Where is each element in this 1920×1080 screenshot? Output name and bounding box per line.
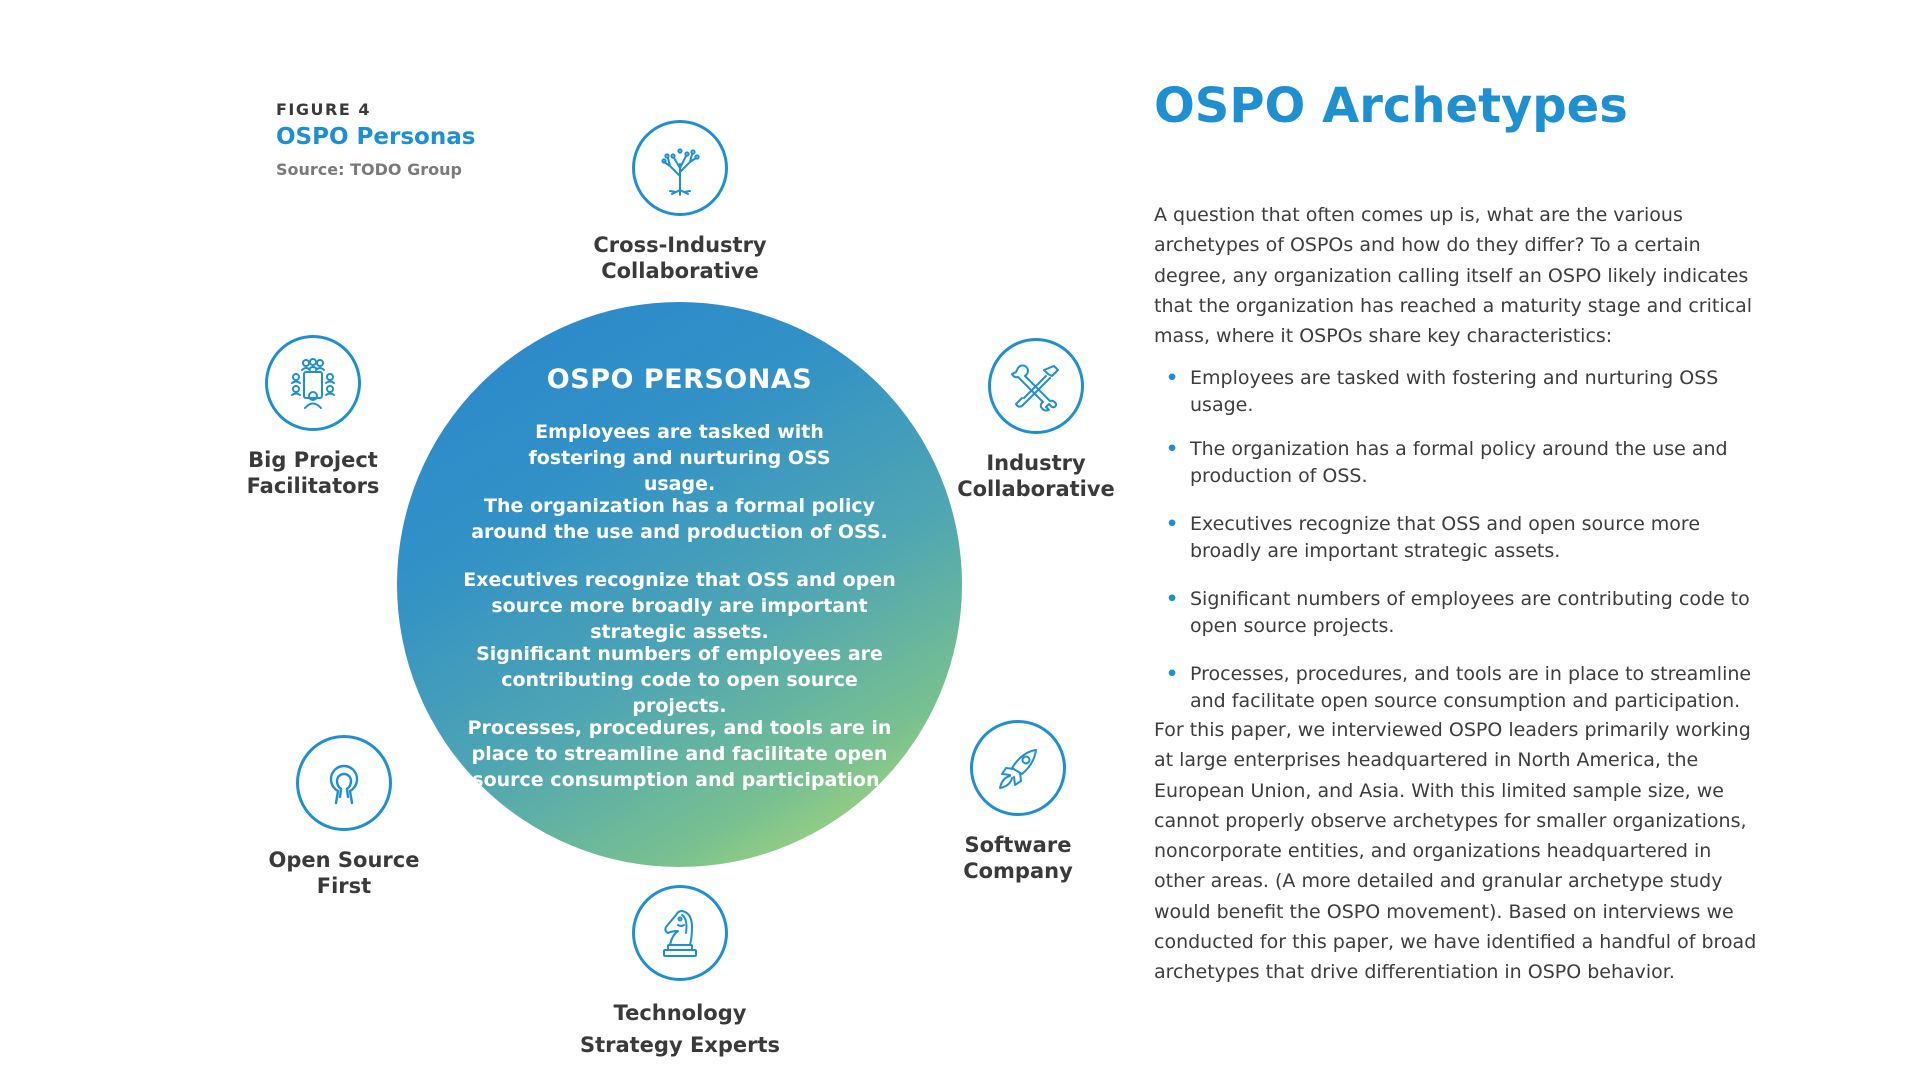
persona-point: Significant numbers of employees are contributing code to open source projects. [476, 643, 883, 717]
characteristics-list [1154, 365, 1774, 715]
persona-label: Software Company [963, 833, 1073, 883]
persona-software-company [888, 720, 1148, 884]
persona-label: Technology Strategy Experts [579, 1001, 781, 1057]
persona-icon-ring [632, 885, 728, 981]
list-item: • The organization has a formal policy around the use and production of OSS. [1154, 436, 1774, 490]
figure-label: FIGURE 4 [276, 100, 371, 119]
figure-source: Source: TODO Group [276, 160, 462, 179]
persona-cross-industry [550, 120, 810, 284]
persona-technology-strategy [550, 885, 810, 1061]
persona-label: Industry Collaborative [957, 451, 1115, 501]
persona-point: Processes, procedures, and tools are in place to streamline and facilitate open source consumption and participation. [467, 717, 892, 791]
list-item: • Employees are tasked with fostering and nurturing OSS usage. [1154, 365, 1774, 419]
persona-label: Big Project Facilitators [246, 448, 380, 498]
list-item: • Processes, procedures, and tools are in place to streamline and facilitate open source consumption and participation. [1154, 661, 1774, 715]
persona-label: Open Source First [268, 848, 420, 898]
rocket-icon [988, 738, 1048, 798]
persona-icon-ring [632, 120, 728, 216]
persona-icon-ring [970, 720, 1066, 816]
tree-icon [650, 138, 710, 198]
open-source-icon [314, 753, 374, 813]
list-item: • Executives recognize that OSS and open source more broadly are important strategic assets. [1154, 511, 1774, 565]
personas-circle-title: OSPO PERSONAS [546, 364, 813, 395]
persona-icon-ring [988, 338, 1084, 434]
figure-title: OSPO Personas [276, 124, 476, 150]
persona-industry-collaborative [906, 338, 1166, 502]
persona-open-source-first [214, 735, 474, 899]
persona-point: Executives recognize that OSS and open source more broadly are important strategic assets. [463, 569, 896, 643]
article-intro: A question that often comes up is, what are the various archetypes of OSPOs and how do they differ? To a certain degree, any organization calling itself an OSPO likely indicates that the organization has reached a maturity stage and critical mass, where it OSPOs share key characteristics: [1154, 204, 1752, 348]
persona-big-project [183, 335, 443, 499]
personas-circle [397, 302, 962, 867]
chess-knight-icon [650, 903, 710, 963]
list-item: • Significant numbers of employees are contributing code to open source projects. [1154, 586, 1774, 640]
persona-point: The organization has a formal policy around the use and production of OSS. [471, 495, 888, 543]
persona-icon-ring [296, 735, 392, 831]
tools-icon [1006, 356, 1066, 416]
persona-point: Employees are tasked with fostering and nurturing OSS usage. [528, 421, 831, 495]
persona-icon-ring [265, 335, 361, 431]
meeting-table-icon [283, 353, 343, 413]
article-title: OSPO Archetypes [1154, 78, 1628, 134]
article-outro: For this paper, we interviewed OSPO leaders primarily working at large enterprises headquartered in North America, the European Union, and Asia. With this limited sample size, we cannot properly observe archetypes for smaller organizations, noncorporate entities, and organizations headquartered in other areas. (A more detailed and granular archetype study would benefit the OSPO movement). Based on interviews we conducted for this paper, we have identified a handful of broad archetypes that drive differentiation in OSPO behavior. [1154, 719, 1757, 984]
persona-label: Cross-Industry Collaborative [593, 233, 767, 283]
